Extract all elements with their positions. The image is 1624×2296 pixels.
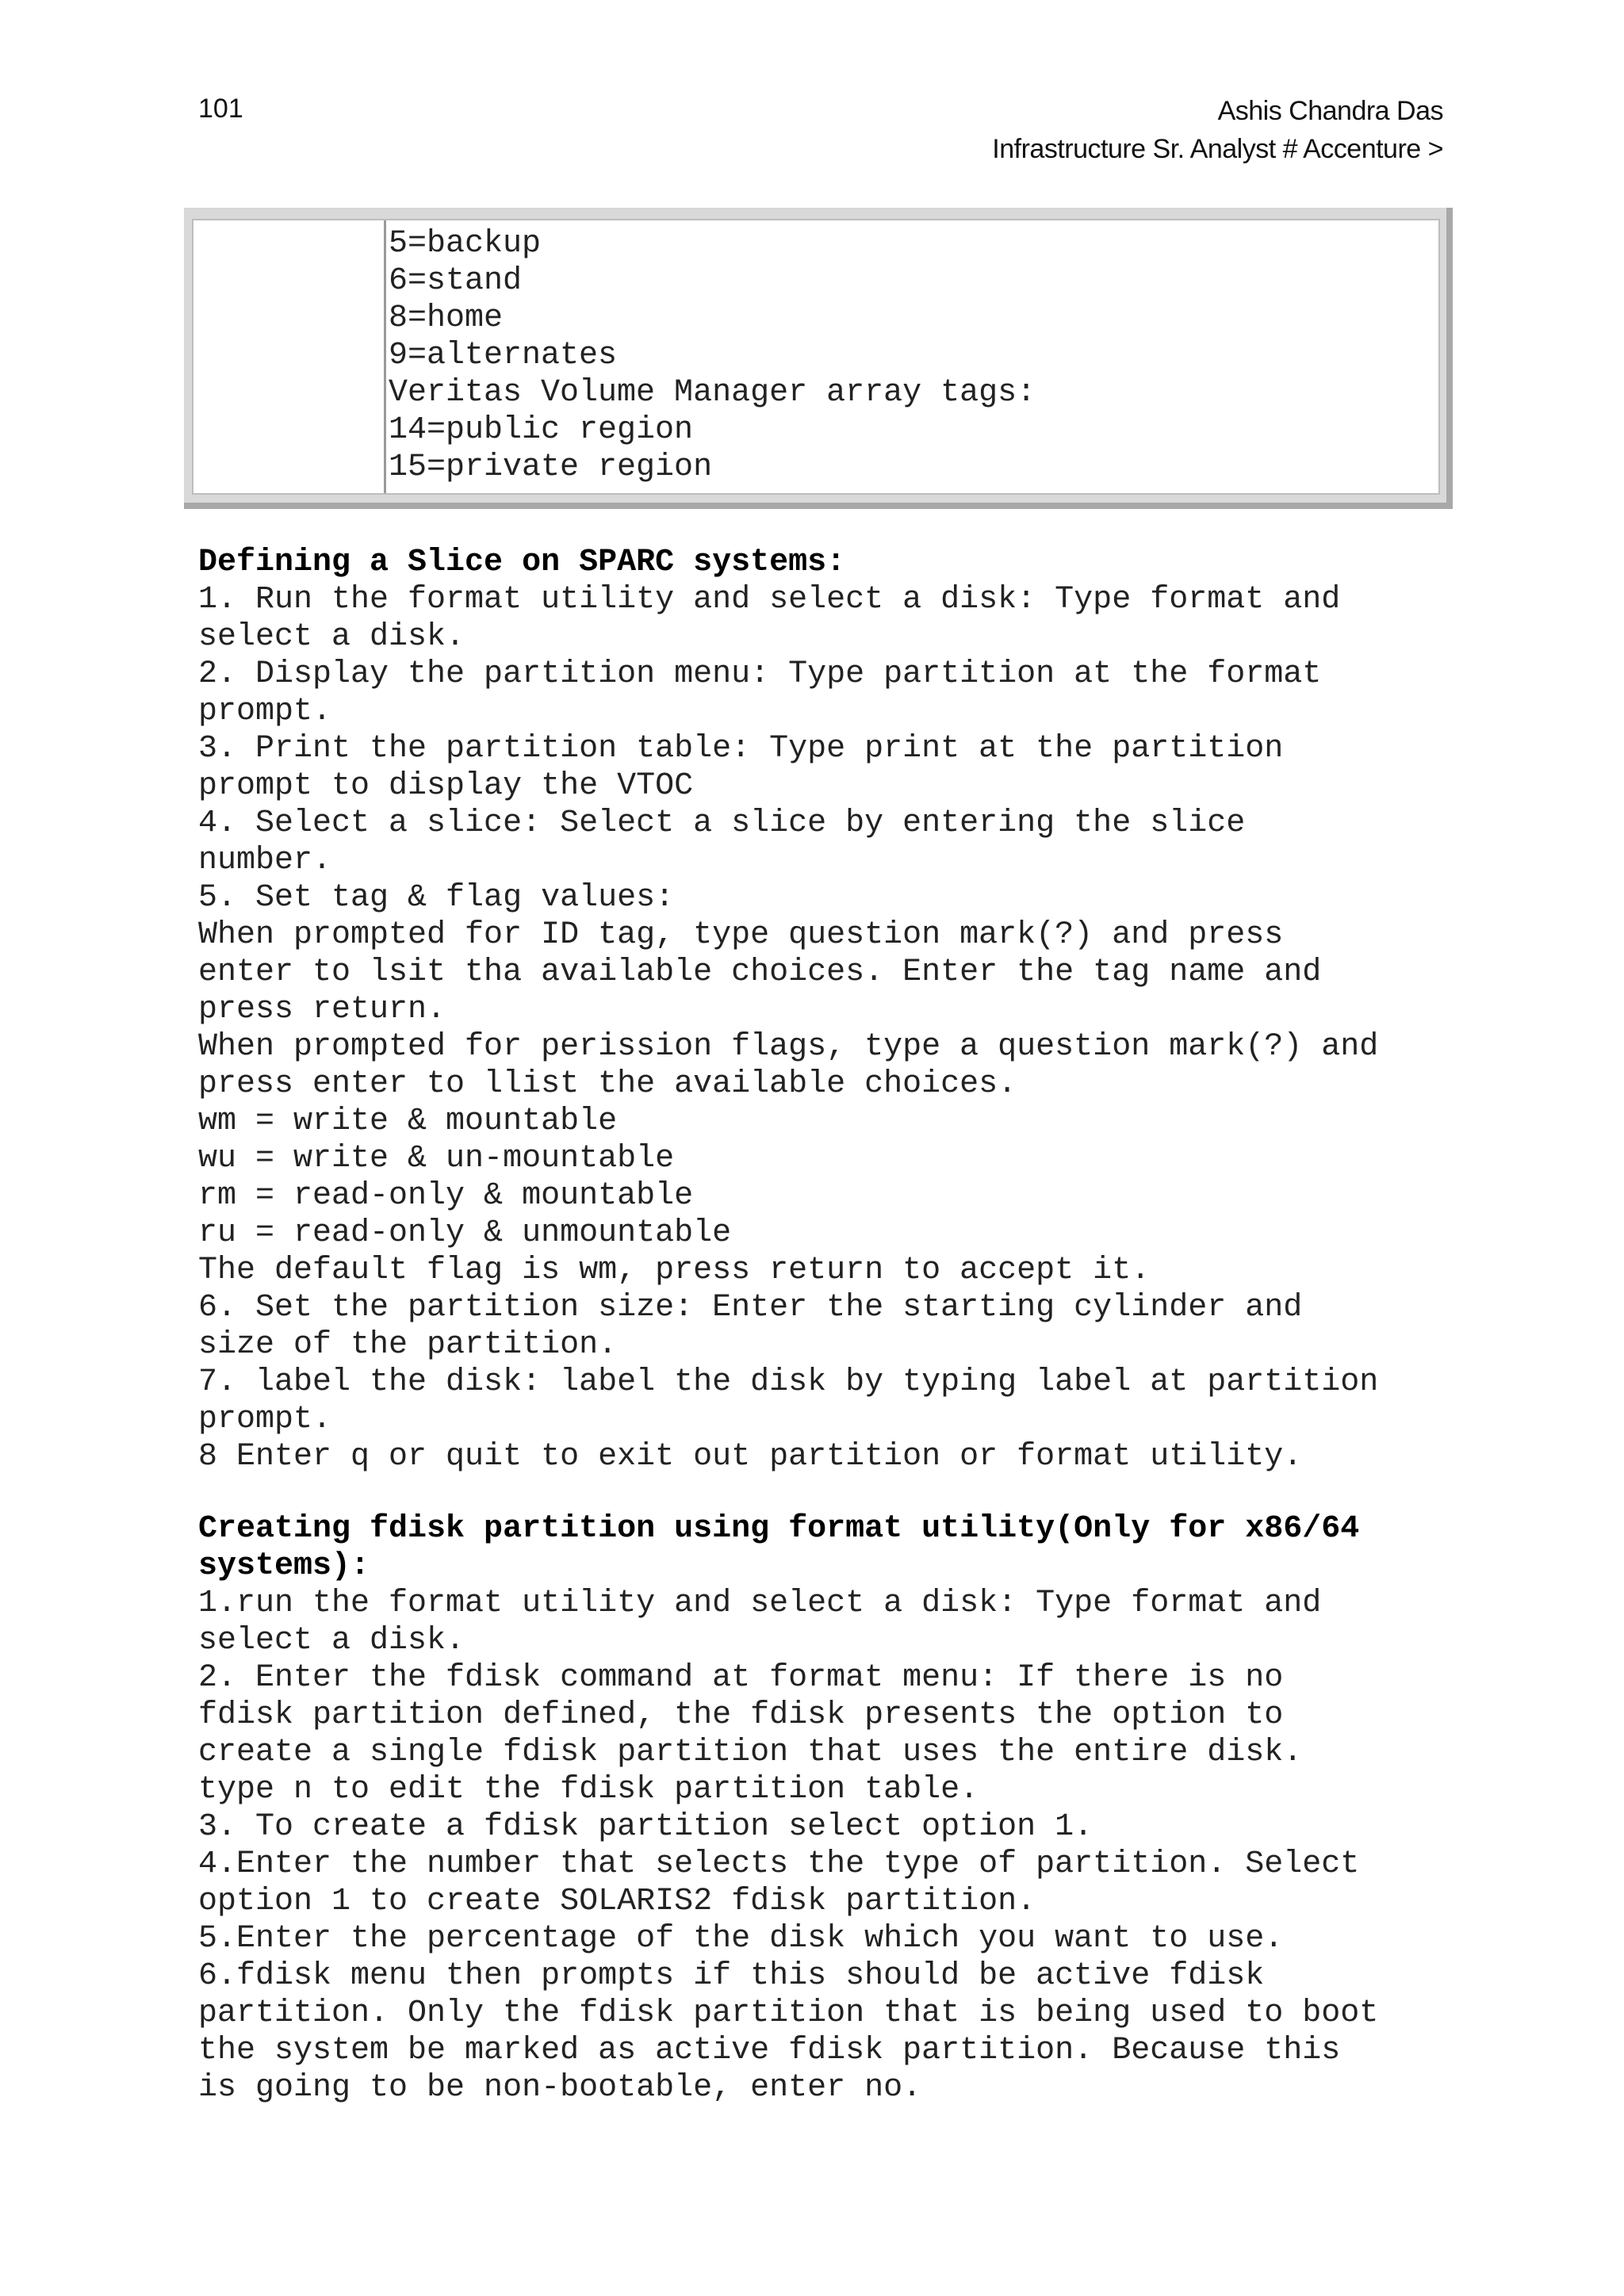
body-line: select a disk. [198, 1623, 465, 1659]
body-line: 5. Set tag & flag values: [198, 880, 675, 916]
body-line: press enter to llist the available choices. [198, 1066, 1017, 1102]
body-line: 7. label the disk: label the disk by typing label at partition [198, 1364, 1379, 1400]
tag-line: 6=stand [389, 263, 523, 299]
body-line: 3. To create a fdisk partition select option 1. [198, 1809, 1094, 1845]
body-line: prompt to display the VTOC [198, 768, 694, 804]
body-line: prompt. [198, 694, 332, 729]
body-line: create a single fdisk partition that uses the entire disk. [198, 1735, 1303, 1770]
body-line: 4.Enter the number that selects the type of partition. Select [198, 1846, 1360, 1882]
tag-line: 5=backup [389, 226, 542, 262]
document-body [198, 544, 1467, 2107]
body-line: 8 Enter q or quit to exit out partition or format utility. [198, 1439, 1303, 1475]
author-name: Ashis Chandra Das [1217, 96, 1443, 126]
body-line: 2. Display the partition menu: Type partition at the format [198, 656, 1322, 692]
tag-line: 14=public region [389, 412, 694, 448]
body-line: 6.fdisk menu then prompts if this should be active fdisk [198, 1958, 1265, 1994]
body-line: prompt. [198, 1402, 332, 1437]
body-line: 4. Select a slice: Select a slice by entering the slice [198, 806, 1246, 841]
body-line: is going to be non-bootable, enter no. [198, 2070, 922, 2106]
body-line: 6. Set the partition size: Enter the starting cylinder and [198, 1290, 1303, 1326]
tag-table-empty-cell [193, 220, 386, 493]
body-line: 2. Enter the fdisk command at format menu: If there is no [198, 1660, 1284, 1696]
tag-table-inner [192, 219, 1440, 495]
body-line: 1.run the format utility and select a disk: Type format and [198, 1586, 1322, 1621]
body-line: When prompted for ID tag, type question mark(?) and press [198, 917, 1284, 953]
body-line: the system be marked as active fdisk partition. Because this [198, 2033, 1341, 2068]
body-line: ru = read-only & unmountable [198, 1215, 732, 1251]
body-line: select a disk. [198, 619, 465, 655]
body-line: wm = write & mountable [198, 1104, 618, 1139]
body-line: number. [198, 843, 332, 878]
body-line: enter to lsit tha available choices. Enter the tag name and [198, 955, 1322, 990]
page-header [992, 92, 1443, 168]
body-line: 5.Enter the percentage of the disk which you want to use. [198, 1921, 1284, 1957]
tag-line: 8=home [389, 300, 504, 336]
tag-line: Veritas Volume Manager array tags: [389, 375, 1036, 411]
body-line: rm = read-only & mountable [198, 1178, 694, 1214]
section1-body [198, 581, 1467, 1475]
section-gap [198, 1475, 1467, 1510]
section2-body [198, 1585, 1467, 2107]
body-line: fdisk partition defined, the fdisk presents the option to [198, 1697, 1284, 1733]
body-line: 3. Print the partition table: Type print at the partition [198, 731, 1284, 767]
body-line: 1. Run the format utility and select a disk: Type format and [198, 582, 1341, 618]
body-line: wu = write & un-mountable [198, 1141, 675, 1177]
tag-line: 15=private region [389, 450, 713, 485]
tag-table [184, 208, 1453, 509]
section-heading-cont: systems): [198, 1548, 370, 1584]
section-heading: Creating fdisk partition using format utility(Only for x86/64 [198, 1511, 1360, 1547]
section-heading: Defining a Slice on SPARC systems: [198, 545, 846, 580]
body-line: The default flag is wm, press return to accept it. [198, 1253, 1151, 1288]
body-line: When prompted for perission flags, type a question mark(?) and [198, 1029, 1379, 1065]
body-line: type n to edit the fdisk partition table. [198, 1772, 979, 1808]
tag-line: 9=alternates [389, 338, 618, 373]
body-line: size of the partition. [198, 1327, 618, 1363]
page-number: 101 [198, 94, 243, 124]
body-line: partition. Only the fdisk partition that is being used to boot [198, 1996, 1379, 2031]
tag-table-values-cell [389, 225, 1438, 493]
author-role: Infrastructure Sr. Analyst # Accenture > [992, 134, 1443, 164]
body-line: press return. [198, 992, 446, 1027]
body-line: option 1 to create SOLARIS2 fdisk partition. [198, 1884, 1036, 1919]
